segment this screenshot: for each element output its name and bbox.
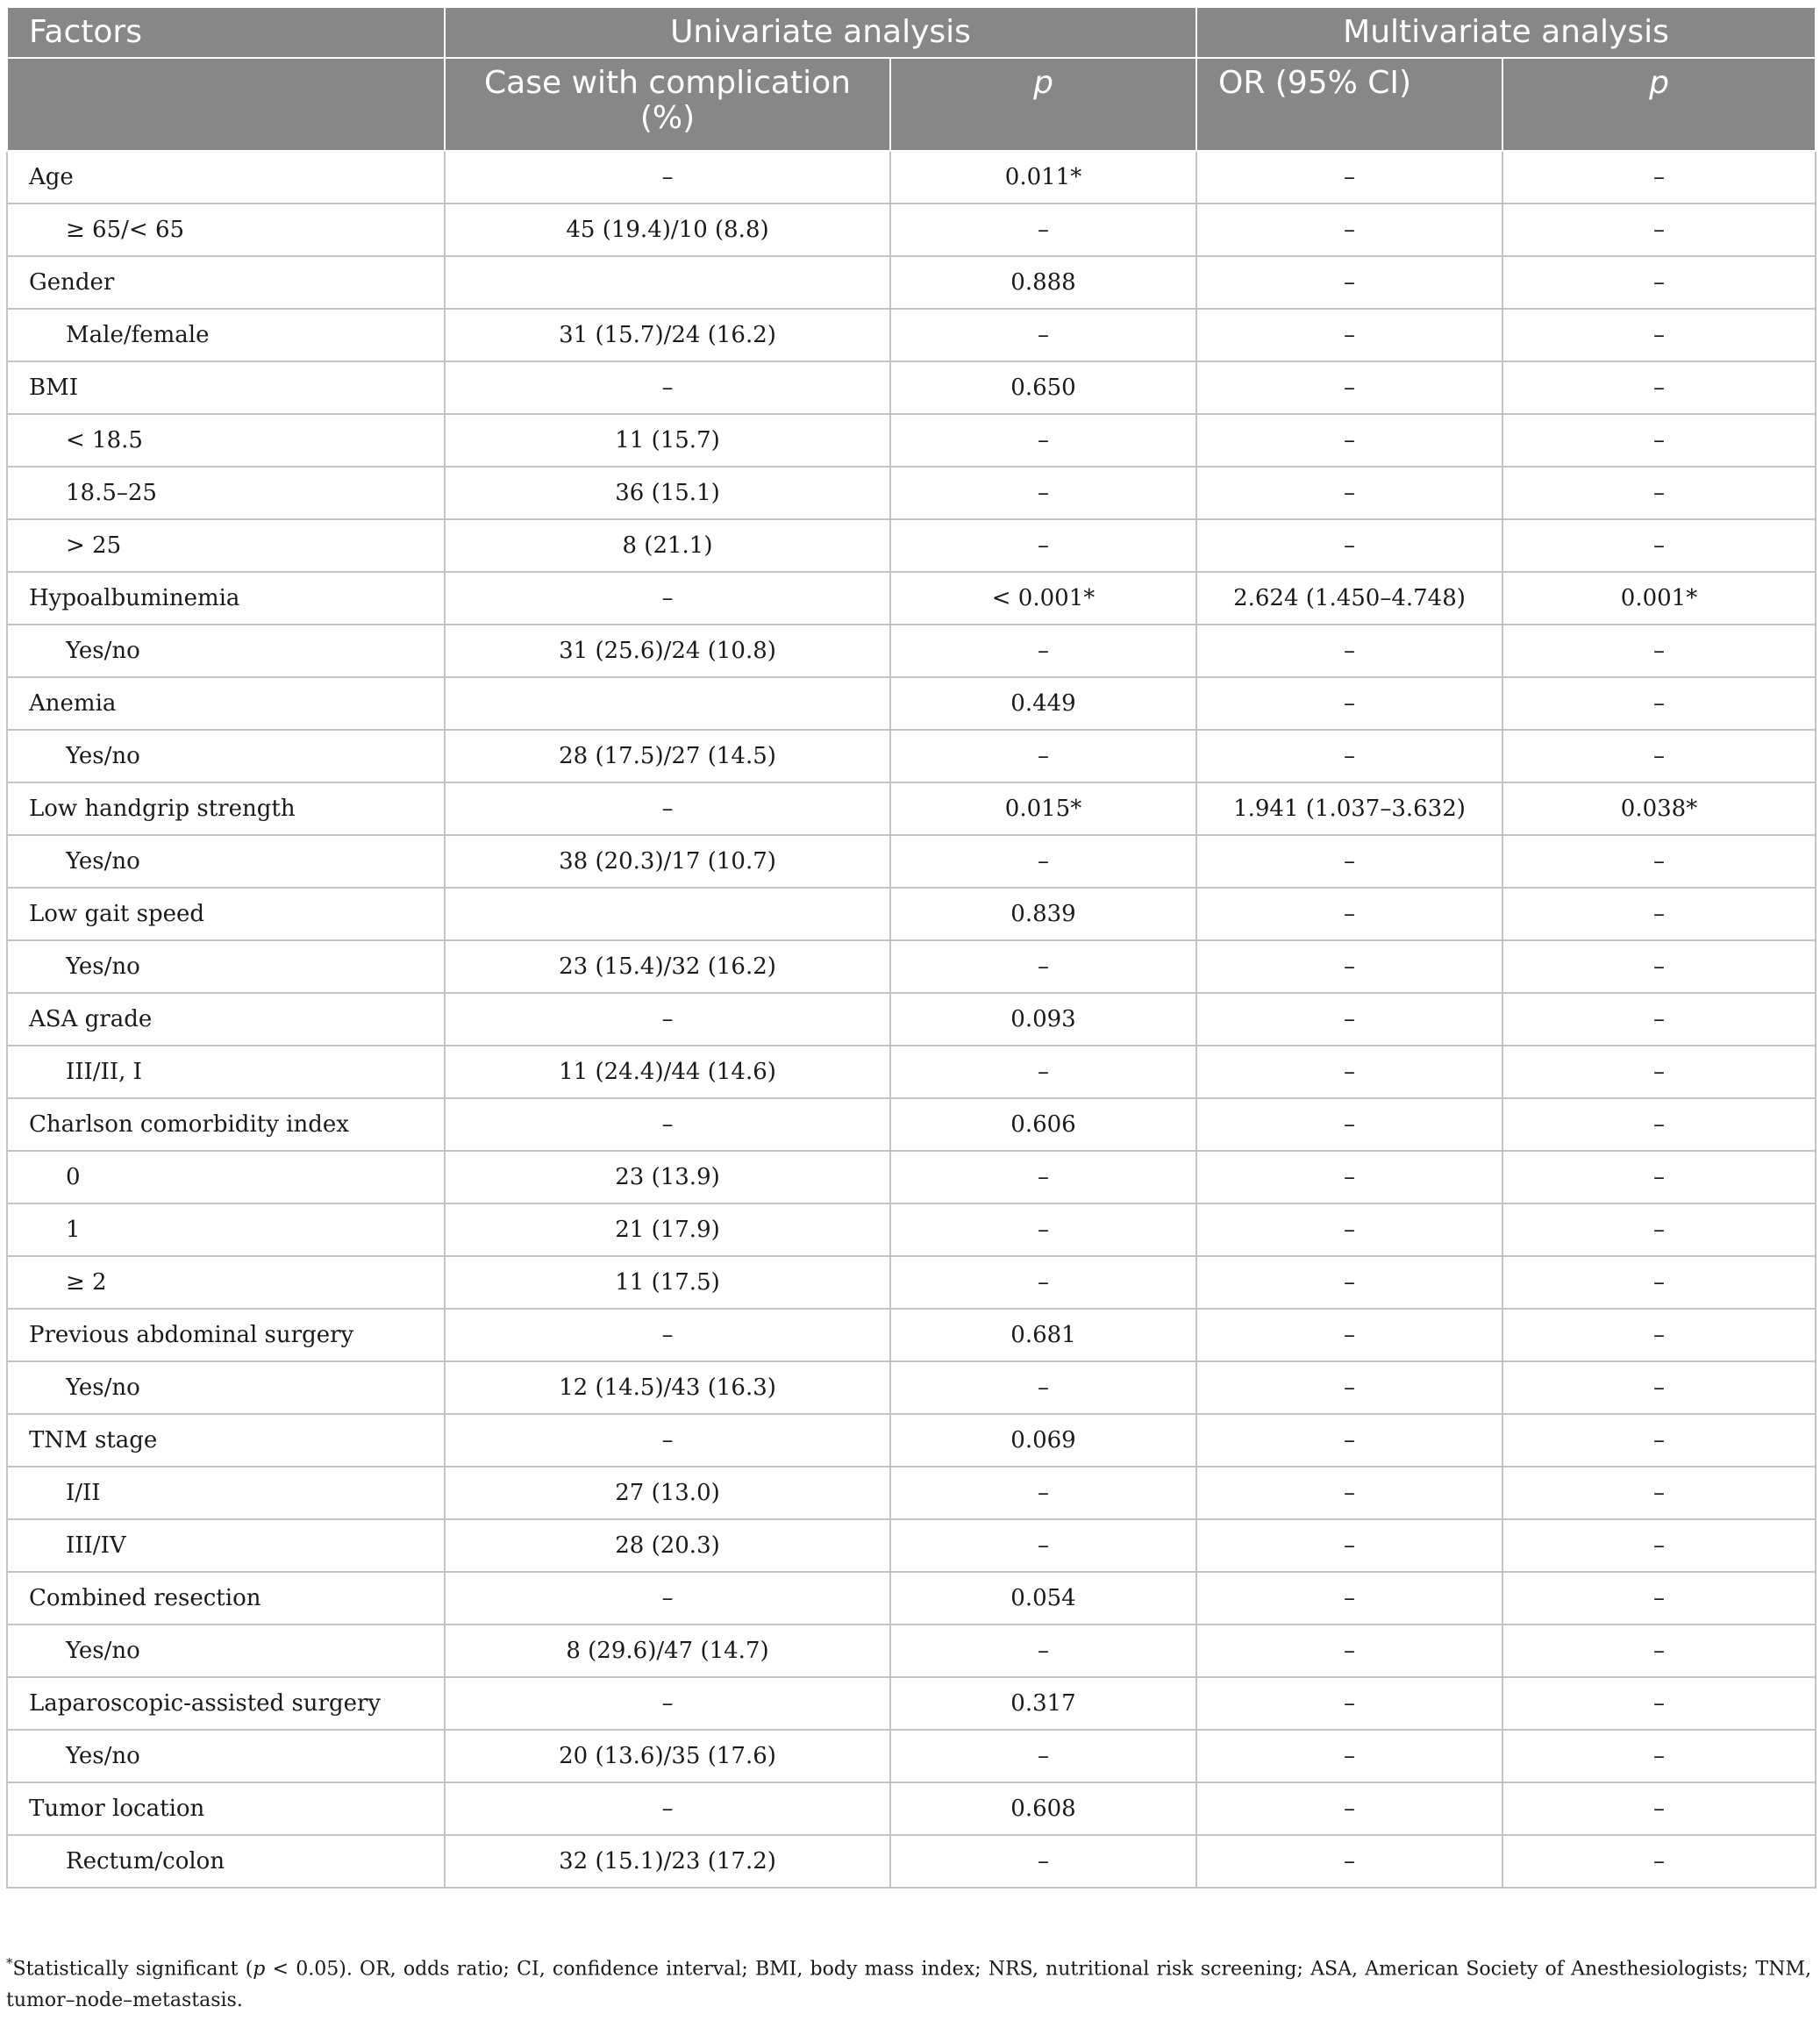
cell-cases-with-complication: – bbox=[445, 1098, 890, 1151]
cell-factor: Yes/no bbox=[7, 1730, 445, 1782]
cell-factor: Yes/no bbox=[7, 1361, 445, 1414]
cell-factor: 0 bbox=[7, 1151, 445, 1203]
table-row bbox=[7, 888, 1816, 940]
cell-cases-with-complication: 45 (19.4)/10 (8.8) bbox=[445, 204, 890, 256]
cell-factor: Hypoalbuminemia bbox=[7, 572, 445, 625]
cell-p-univariate: 0.681 bbox=[890, 1309, 1196, 1361]
cell-p-univariate: – bbox=[890, 1361, 1196, 1414]
cell-p-univariate: – bbox=[890, 940, 1196, 993]
cell-p-univariate: 0.608 bbox=[890, 1782, 1196, 1835]
cell-factor: Male/female bbox=[7, 309, 445, 361]
cell-factor: Yes/no bbox=[7, 1625, 445, 1677]
cell-p-multivariate: – bbox=[1502, 1519, 1816, 1572]
cell-or-ci: – bbox=[1196, 1572, 1502, 1625]
table-row bbox=[7, 940, 1816, 993]
cell-p-univariate: 0.015* bbox=[890, 782, 1196, 835]
cell-p-multivariate: – bbox=[1502, 1309, 1816, 1361]
cell-p-univariate: 0.093 bbox=[890, 993, 1196, 1046]
cell-or-ci: – bbox=[1196, 1677, 1502, 1730]
cell-factor: > 25 bbox=[7, 519, 445, 572]
table-row bbox=[7, 1256, 1816, 1309]
cell-p-univariate: – bbox=[890, 1519, 1196, 1572]
table-row bbox=[7, 309, 1816, 361]
cell-factor: Previous abdominal surgery bbox=[7, 1309, 445, 1361]
cell-p-multivariate: – bbox=[1502, 1625, 1816, 1677]
table-row bbox=[7, 1098, 1816, 1151]
header-p-univariate: p bbox=[890, 58, 1196, 151]
cell-p-univariate: – bbox=[890, 1151, 1196, 1203]
cell-or-ci: – bbox=[1196, 361, 1502, 414]
cell-p-multivariate: – bbox=[1502, 993, 1816, 1046]
cell-p-univariate: 0.011* bbox=[890, 151, 1196, 204]
cell-factor: TNM stage bbox=[7, 1414, 445, 1467]
table-row bbox=[7, 1414, 1816, 1467]
cell-cases-with-complication: – bbox=[445, 1309, 890, 1361]
cell-cases-with-complication: – bbox=[445, 1572, 890, 1625]
cell-cases-with-complication bbox=[445, 256, 890, 309]
cell-factor: < 18.5 bbox=[7, 414, 445, 467]
header-or-ci: OR (95% CI) bbox=[1196, 58, 1502, 151]
cell-or-ci: – bbox=[1196, 204, 1502, 256]
cell-or-ci: – bbox=[1196, 1098, 1502, 1151]
cell-cases-with-complication: 11 (24.4)/44 (14.6) bbox=[445, 1046, 890, 1098]
cell-p-multivariate: – bbox=[1502, 361, 1816, 414]
cell-p-univariate: 0.317 bbox=[890, 1677, 1196, 1730]
header-case-with-complication bbox=[445, 58, 890, 151]
cell-or-ci: – bbox=[1196, 1519, 1502, 1572]
table-row bbox=[7, 414, 1816, 467]
footnote-marker: * bbox=[6, 1955, 13, 1971]
cell-p-univariate: – bbox=[890, 467, 1196, 519]
table-row bbox=[7, 1572, 1816, 1625]
cell-p-multivariate: – bbox=[1502, 1151, 1816, 1203]
cell-factor: Low gait speed bbox=[7, 888, 445, 940]
cell-p-univariate: 0.069 bbox=[890, 1414, 1196, 1467]
table-header bbox=[7, 7, 1816, 151]
cell-cases-with-complication: 27 (13.0) bbox=[445, 1467, 890, 1519]
header-row-columns bbox=[7, 58, 1816, 151]
header-multivariate-analysis: Multivariate analysis bbox=[1196, 7, 1816, 58]
cell-p-multivariate: – bbox=[1502, 940, 1816, 993]
cell-p-univariate: – bbox=[890, 519, 1196, 572]
table-row bbox=[7, 467, 1816, 519]
cell-factor: Yes/no bbox=[7, 835, 445, 888]
cell-cases-with-complication: – bbox=[445, 993, 890, 1046]
table-row bbox=[7, 572, 1816, 625]
table-row bbox=[7, 1309, 1816, 1361]
cell-p-multivariate: – bbox=[1502, 677, 1816, 730]
cell-p-multivariate: – bbox=[1502, 1361, 1816, 1414]
cell-p-univariate: < 0.001* bbox=[890, 572, 1196, 625]
footnote-text-rest: < 0.05). OR, odds ratio; CI, confidence interval; BMI, body mass index; NRS, nutritional risk screening; ASA, American Society of Anesthesiologists; TNM, tumor–node–metastasis. bbox=[6, 1958, 1811, 2012]
cell-p-multivariate: – bbox=[1502, 1572, 1816, 1625]
cell-factor: III/II, I bbox=[7, 1046, 445, 1098]
table-row bbox=[7, 1519, 1816, 1572]
cell-factor: Anemia bbox=[7, 677, 445, 730]
cell-cases-with-complication: – bbox=[445, 782, 890, 835]
cell-factor: I/II bbox=[7, 1467, 445, 1519]
cell-or-ci: – bbox=[1196, 1414, 1502, 1467]
cell-factor: Yes/no bbox=[7, 625, 445, 677]
cell-p-multivariate: – bbox=[1502, 1098, 1816, 1151]
cell-factor: Age bbox=[7, 151, 445, 204]
cell-factor: Rectum/colon bbox=[7, 1835, 445, 1888]
cell-factor: Yes/no bbox=[7, 940, 445, 993]
header-empty-cell bbox=[7, 58, 445, 151]
cell-cases-with-complication: 20 (13.6)/35 (17.6) bbox=[445, 1730, 890, 1782]
cell-or-ci: – bbox=[1196, 677, 1502, 730]
cell-or-ci: – bbox=[1196, 625, 1502, 677]
table-row bbox=[7, 782, 1816, 835]
cell-cases-with-complication: 28 (20.3) bbox=[445, 1519, 890, 1572]
cell-or-ci: – bbox=[1196, 835, 1502, 888]
cell-or-ci: – bbox=[1196, 151, 1502, 204]
cell-cases-with-complication: 23 (15.4)/32 (16.2) bbox=[445, 940, 890, 993]
cell-or-ci: – bbox=[1196, 1151, 1502, 1203]
cell-cases-with-complication: 28 (17.5)/27 (14.5) bbox=[445, 730, 890, 782]
header-p-multivariate: p bbox=[1502, 58, 1816, 151]
cell-cases-with-complication: – bbox=[445, 361, 890, 414]
cell-cases-with-complication: 23 (13.9) bbox=[445, 1151, 890, 1203]
cell-p-univariate: – bbox=[890, 1625, 1196, 1677]
cell-p-univariate: – bbox=[890, 414, 1196, 467]
cell-p-multivariate: – bbox=[1502, 730, 1816, 782]
cell-factor: BMI bbox=[7, 361, 445, 414]
table-row bbox=[7, 1361, 1816, 1414]
table-row bbox=[7, 1835, 1816, 1888]
cell-cases-with-complication: – bbox=[445, 1782, 890, 1835]
table-row bbox=[7, 361, 1816, 414]
cell-p-univariate: – bbox=[890, 204, 1196, 256]
cell-or-ci: – bbox=[1196, 309, 1502, 361]
cell-p-multivariate: 0.001* bbox=[1502, 572, 1816, 625]
table-row bbox=[7, 1203, 1816, 1256]
header-factors: Factors bbox=[7, 7, 445, 58]
cell-cases-with-complication: 38 (20.3)/17 (10.7) bbox=[445, 835, 890, 888]
cell-p-multivariate: – bbox=[1502, 309, 1816, 361]
footnote-text-start: Statistically significant ( bbox=[12, 1958, 253, 1981]
cell-or-ci: – bbox=[1196, 1361, 1502, 1414]
cell-p-univariate: – bbox=[890, 625, 1196, 677]
cell-factor: Yes/no bbox=[7, 730, 445, 782]
table-row bbox=[7, 730, 1816, 782]
cell-factor: Combined resection bbox=[7, 1572, 445, 1625]
cell-or-ci: – bbox=[1196, 256, 1502, 309]
cell-or-ci: – bbox=[1196, 730, 1502, 782]
header-row-groups bbox=[7, 7, 1816, 58]
cell-p-multivariate: – bbox=[1502, 1677, 1816, 1730]
header-univariate-analysis: Univariate analysis bbox=[445, 7, 1196, 58]
table-row bbox=[7, 1677, 1816, 1730]
table-row bbox=[7, 1782, 1816, 1835]
cell-p-multivariate: – bbox=[1502, 1203, 1816, 1256]
cell-p-multivariate: – bbox=[1502, 519, 1816, 572]
cell-p-multivariate: – bbox=[1502, 1256, 1816, 1309]
table-row bbox=[7, 256, 1816, 309]
cell-cases-with-complication: 8 (21.1) bbox=[445, 519, 890, 572]
cell-p-multivariate: – bbox=[1502, 1782, 1816, 1835]
cell-factor: Gender bbox=[7, 256, 445, 309]
cell-p-multivariate: – bbox=[1502, 1730, 1816, 1782]
table-row bbox=[7, 835, 1816, 888]
cell-factor: 18.5–25 bbox=[7, 467, 445, 519]
cell-or-ci: – bbox=[1196, 940, 1502, 993]
header-case-line2: (%) bbox=[639, 100, 696, 136]
cell-cases-with-complication: 31 (25.6)/24 (10.8) bbox=[445, 625, 890, 677]
cell-cases-with-complication: 36 (15.1) bbox=[445, 467, 890, 519]
cell-factor: Low handgrip strength bbox=[7, 782, 445, 835]
table-row bbox=[7, 1730, 1816, 1782]
cell-or-ci: – bbox=[1196, 1782, 1502, 1835]
cell-or-ci: – bbox=[1196, 993, 1502, 1046]
cell-cases-with-complication: 12 (14.5)/43 (16.3) bbox=[445, 1361, 890, 1414]
results-table bbox=[6, 6, 1816, 1889]
cell-p-univariate: – bbox=[890, 1256, 1196, 1309]
cell-cases-with-complication: 31 (15.7)/24 (16.2) bbox=[445, 309, 890, 361]
cell-or-ci: – bbox=[1196, 1256, 1502, 1309]
cell-p-univariate: 0.650 bbox=[890, 361, 1196, 414]
cell-p-univariate: – bbox=[890, 1046, 1196, 1098]
cell-or-ci: 1.941 (1.037–3.632) bbox=[1196, 782, 1502, 835]
table-row bbox=[7, 1046, 1816, 1098]
cell-factor: ≥ 2 bbox=[7, 1256, 445, 1309]
table-row bbox=[7, 519, 1816, 572]
cell-cases-with-complication: – bbox=[445, 151, 890, 204]
table-row bbox=[7, 993, 1816, 1046]
cell-p-univariate: 0.606 bbox=[890, 1098, 1196, 1151]
table-row bbox=[7, 1151, 1816, 1203]
cell-p-univariate: – bbox=[890, 1203, 1196, 1256]
cell-p-univariate: – bbox=[890, 1467, 1196, 1519]
table-row bbox=[7, 204, 1816, 256]
cell-cases-with-complication: 21 (17.9) bbox=[445, 1203, 890, 1256]
cell-p-univariate: 0.449 bbox=[890, 677, 1196, 730]
header-case-line1: Case with complication bbox=[484, 65, 851, 101]
cell-or-ci: – bbox=[1196, 1046, 1502, 1098]
cell-factor: ASA grade bbox=[7, 993, 445, 1046]
footnote-p-symbol: p bbox=[253, 1958, 266, 1981]
cell-cases-with-complication: 11 (15.7) bbox=[445, 414, 890, 467]
cell-or-ci: – bbox=[1196, 519, 1502, 572]
cell-p-multivariate: – bbox=[1502, 151, 1816, 204]
cell-or-ci: – bbox=[1196, 1467, 1502, 1519]
cell-p-univariate: – bbox=[890, 1835, 1196, 1888]
cell-cases-with-complication: 11 (17.5) bbox=[445, 1256, 890, 1309]
cell-p-multivariate: – bbox=[1502, 1467, 1816, 1519]
cell-p-univariate: – bbox=[890, 309, 1196, 361]
cell-cases-with-complication: 32 (15.1)/23 (17.2) bbox=[445, 1835, 890, 1888]
cell-factor: ≥ 65/< 65 bbox=[7, 204, 445, 256]
cell-cases-with-complication: 8 (29.6)/47 (14.7) bbox=[445, 1625, 890, 1677]
table-row bbox=[7, 1467, 1816, 1519]
cell-cases-with-complication: – bbox=[445, 1677, 890, 1730]
cell-factor: III/IV bbox=[7, 1519, 445, 1572]
cell-p-univariate: – bbox=[890, 1730, 1196, 1782]
cell-p-multivariate: – bbox=[1502, 414, 1816, 467]
cell-or-ci: – bbox=[1196, 467, 1502, 519]
table-row bbox=[7, 625, 1816, 677]
table-footnote bbox=[6, 1947, 1811, 2017]
cell-p-multivariate: – bbox=[1502, 256, 1816, 309]
cell-p-multivariate: – bbox=[1502, 1835, 1816, 1888]
cell-cases-with-complication bbox=[445, 888, 890, 940]
cell-factor: Laparoscopic-assisted surgery bbox=[7, 1677, 445, 1730]
cell-p-univariate: 0.888 bbox=[890, 256, 1196, 309]
cell-p-univariate: 0.839 bbox=[890, 888, 1196, 940]
table-body bbox=[7, 151, 1816, 1888]
cell-or-ci: – bbox=[1196, 1730, 1502, 1782]
cell-or-ci: – bbox=[1196, 1835, 1502, 1888]
cell-cases-with-complication bbox=[445, 677, 890, 730]
cell-p-univariate: – bbox=[890, 835, 1196, 888]
cell-p-multivariate: – bbox=[1502, 1046, 1816, 1098]
cell-p-multivariate: – bbox=[1502, 888, 1816, 940]
cell-cases-with-complication: – bbox=[445, 572, 890, 625]
cell-cases-with-complication: – bbox=[445, 1414, 890, 1467]
cell-or-ci: – bbox=[1196, 888, 1502, 940]
cell-or-ci: – bbox=[1196, 1309, 1502, 1361]
cell-factor: Tumor location bbox=[7, 1782, 445, 1835]
table-row bbox=[7, 1625, 1816, 1677]
table-row bbox=[7, 677, 1816, 730]
cell-p-multivariate: 0.038* bbox=[1502, 782, 1816, 835]
cell-factor: 1 bbox=[7, 1203, 445, 1256]
cell-p-multivariate: – bbox=[1502, 467, 1816, 519]
cell-or-ci: – bbox=[1196, 1203, 1502, 1256]
cell-or-ci: – bbox=[1196, 414, 1502, 467]
cell-p-multivariate: – bbox=[1502, 835, 1816, 888]
cell-p-univariate: – bbox=[890, 730, 1196, 782]
cell-p-univariate: 0.054 bbox=[890, 1572, 1196, 1625]
cell-or-ci: 2.624 (1.450–4.748) bbox=[1196, 572, 1502, 625]
table-row bbox=[7, 151, 1816, 204]
cell-p-multivariate: – bbox=[1502, 204, 1816, 256]
cell-or-ci: – bbox=[1196, 1625, 1502, 1677]
cell-p-multivariate: – bbox=[1502, 1414, 1816, 1467]
cell-factor: Charlson comorbidity index bbox=[7, 1098, 445, 1151]
cell-p-multivariate: – bbox=[1502, 625, 1816, 677]
